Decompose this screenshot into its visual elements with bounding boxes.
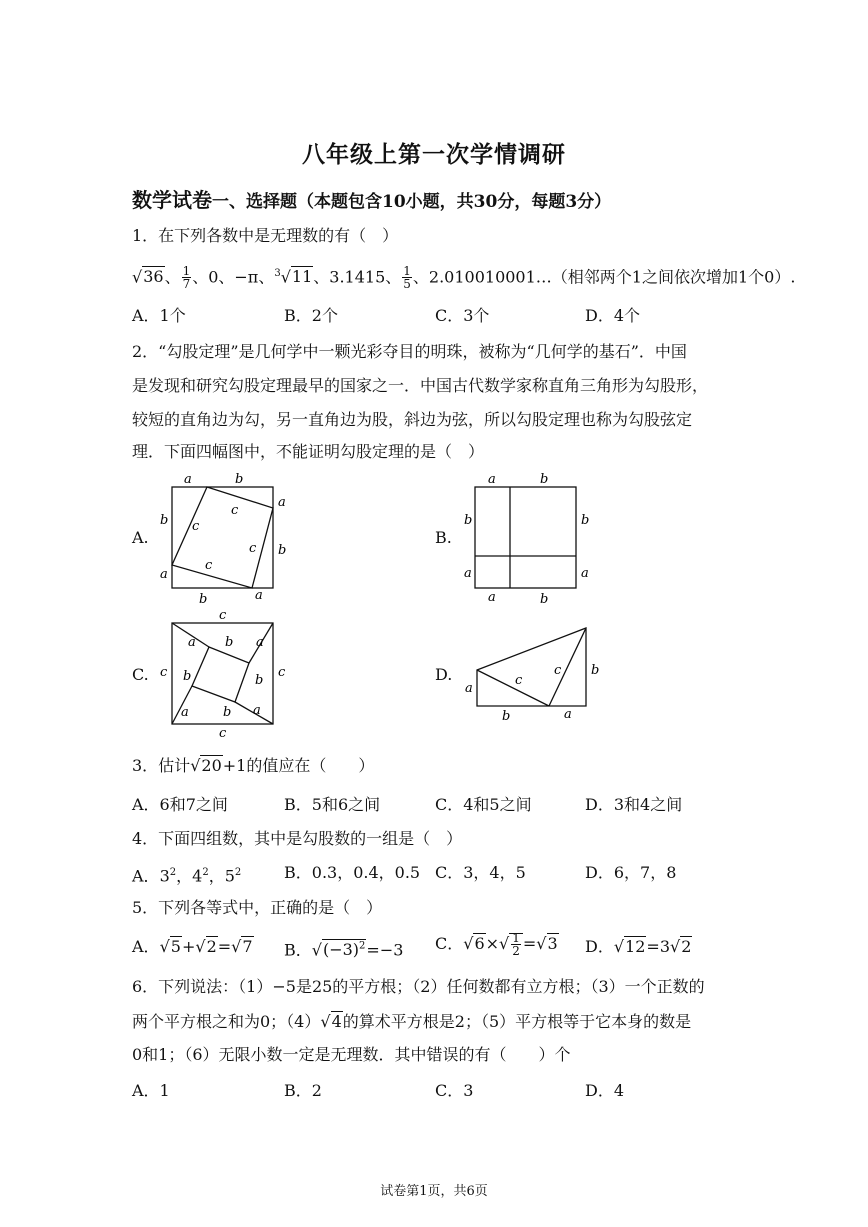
fraction: $\frac{1}{5}$	[403, 264, 411, 292]
q6-option-d: D．4	[585, 1081, 625, 1100]
svg-text:c: c	[231, 503, 239, 518]
q6-line-1: 6．下列说法：（1）−5是25的平方根；（2）任何数都有立方根；（3）一个正数的	[132, 977, 705, 996]
svg-text:a: a	[160, 567, 168, 582]
svg-text:b: b	[225, 635, 234, 650]
svg-text:a: a	[181, 705, 189, 720]
q5-option-b: B．$√(-3)^2=-3$	[284, 940, 404, 960]
q5-option-a: A．√5+√2=√7	[132, 937, 253, 956]
q4-option-a: A．$3^2$，$4^2$，$5^2$	[132, 866, 242, 886]
q5-option-c: C．√6×√ $\frac{1}{2}$ =√3	[435, 931, 558, 958]
figure-c-label: C.	[132, 665, 149, 684]
q6-option-b: B．2	[284, 1081, 322, 1100]
q5-option-d: D．√12=3√2	[585, 937, 692, 956]
q6-option-c: C．3	[435, 1081, 474, 1100]
svg-text:c: c	[554, 663, 562, 678]
q1-option-d: D．4个	[585, 306, 641, 325]
q3-option-a: A．6和7之间	[132, 795, 228, 814]
q6-line-3: 0和1；（6）无限小数一定是无理数．其中错误的有（ ）个	[132, 1045, 571, 1064]
svg-text:a: a	[564, 707, 572, 722]
q3-option-b: B．5和6之间	[284, 795, 381, 814]
q1-option-c: C．3个	[435, 306, 490, 325]
figure-d	[460, 620, 610, 725]
svg-text:c: c	[249, 541, 257, 556]
svg-text:b: b	[235, 472, 244, 487]
subject-label: 数学试卷	[132, 188, 212, 212]
svg-text:a: a	[581, 566, 589, 581]
svg-text:b: b	[199, 592, 208, 606]
page-title: 八年级上第一次学情调研	[302, 141, 566, 168]
figure-b-label: B.	[435, 528, 452, 547]
figure-c	[155, 606, 295, 741]
q4-option-d: D．6，7，8	[585, 863, 677, 882]
q1-option-b: B．2个	[284, 306, 338, 325]
svg-text:a: a	[464, 566, 472, 581]
q2-line-2: 是发现和研究勾股定理最早的国家之一．中国古代数学家称直角三角形为勾股形，	[132, 376, 709, 395]
q6-option-a: A．1	[132, 1081, 170, 1100]
svg-text:a: a	[256, 635, 264, 650]
figure-a	[155, 466, 295, 606]
page-footer: 试卷第1页，共6页	[380, 1184, 488, 1199]
section-heading	[132, 184, 611, 213]
svg-text:a: a	[488, 590, 496, 605]
svg-text:a: a	[278, 495, 286, 510]
q6-line-2: 两个平方根之和为0；（4）√4的算术平方根是2；（5）平方根等于它本身的数是	[132, 1012, 692, 1031]
svg-text:b: b	[591, 663, 600, 678]
fraction: $\frac{1}{7}$	[182, 264, 191, 292]
svg-text:c: c	[515, 673, 523, 688]
svg-text:a: a	[184, 472, 192, 487]
q2-line-1: 2．“勾股定理”是几何学中一颗光彩夺目的明珠，被称为“几何学的基石”．中国	[132, 342, 687, 361]
svg-text:b: b	[540, 472, 549, 487]
svg-text:c: c	[160, 665, 168, 680]
svg-text:a: a	[255, 588, 263, 603]
figure-d-label: D.	[435, 665, 453, 684]
svg-text:a: a	[488, 472, 496, 487]
svg-text:b: b	[278, 543, 287, 558]
q3-stem: 3．估计√20+1的值应在（ ）	[132, 756, 375, 775]
svg-text:c: c	[205, 558, 213, 573]
svg-text:c: c	[219, 608, 227, 623]
q4-option-c: C．3，4，5	[435, 863, 526, 882]
svg-text:b: b	[223, 705, 232, 720]
svg-text:b: b	[255, 673, 264, 688]
q4-stem: 4．下面四组数，其中是勾股数的一组是（ ）	[132, 829, 463, 848]
svg-text:b: b	[581, 513, 590, 528]
q1-option-a: A．1个	[132, 306, 186, 325]
svg-text:b: b	[183, 669, 192, 684]
figure-a-label: A.	[132, 528, 149, 547]
q3-option-c: C．4和5之间	[435, 795, 532, 814]
figure-b	[460, 466, 600, 606]
svg-text:c: c	[219, 726, 227, 741]
svg-text:a: a	[253, 703, 261, 718]
section-label: 一、选择题（本题包含10小题，共30分，每题3分）	[212, 192, 612, 212]
svg-text:b: b	[540, 592, 549, 606]
svg-text:b: b	[464, 513, 473, 528]
q2-line-3: 较短的直角边为勾，另一直角边为股，斜边为弦，所以勾股定理也称为勾股弦定	[132, 410, 693, 429]
svg-text:a: a	[465, 681, 473, 696]
svg-text:b: b	[160, 513, 169, 528]
svg-text:c: c	[192, 519, 200, 534]
svg-text:b: b	[502, 709, 511, 724]
svg-text:c: c	[278, 665, 286, 680]
q2-line-4: 理．下面四幅图中，不能证明勾股定理的是（ ）	[132, 442, 485, 461]
q1-stem: 1．在下列各数中是无理数的有（ ）	[132, 226, 399, 245]
q5-stem: 5．下列各等式中，正确的是（ ）	[132, 898, 383, 917]
svg-text:a: a	[188, 635, 196, 650]
q4-option-b: B．0.3，0.4，0.5	[284, 863, 421, 882]
q1-numbers: √36、 $\frac{1}{7}$ 、0、−π、$^3$√11、3.1415、 $\frac{1}{5}$ 、2.010010001…（相邻两个1之间依次增加1个0）.	[132, 264, 796, 292]
q3-option-d: D．3和4之间	[585, 795, 683, 814]
